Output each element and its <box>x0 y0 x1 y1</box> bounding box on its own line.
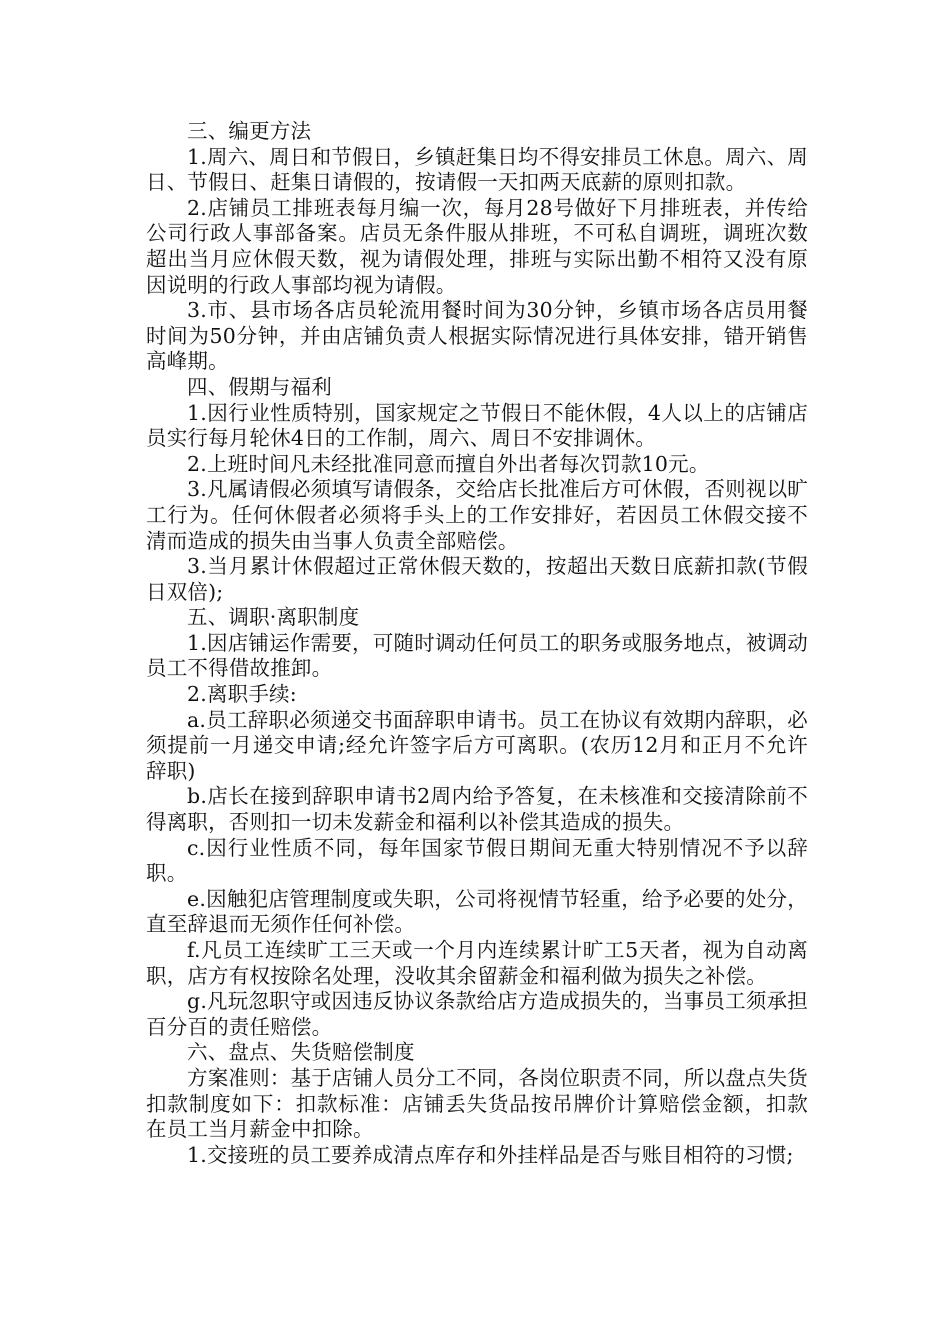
section-heading-5: 五、调职·离职制度 <box>187 605 360 630</box>
paragraph: e.因触犯店管理制度或失职，公司将视情节轻重，给予必要的处分，直至辞退而无须作任何补偿。 <box>146 886 808 937</box>
paragraph: 1.因行业性质特别，国家规定之节假日不能休假，4人以上的店铺店员实行每月轮休4日的工作制，周六、周日不安排调休。 <box>146 400 808 451</box>
section-heading-3: 三、编更方法 <box>187 119 312 143</box>
paragraph: 方案准则：基于店铺人员分工不同，各岗位职责不同，所以盘点失货扣款制度如下：扣款标准：店铺丢失货品按吊牌价计算赔偿金额，扣款在员工当月薪金中扣除。 <box>146 1065 808 1142</box>
paragraph: 1.交接班的员工要养成清点库存和外挂样品是否与账目相符的习惯; <box>187 1142 794 1167</box>
paragraph: 3.当月累计休假超过正常休假天数的，按超出天数日底薪扣款(节假日双倍); <box>146 554 808 604</box>
paragraph: 3.凡属请假必须填写请假条，交给店长批准后方可休假，否则视以旷工行为。任何休假者必须将手头上的工作安排好，若因员工休假交接不清而造成的损失由当事人负责全部赔偿。 <box>146 477 808 553</box>
paragraph: 3.市、县市场各店员轮流用餐时间为30分钟，乡镇市场各店员用餐时间为50分钟，并由店铺负责人根据实际情况进行具体安排，错开销售高峰期。 <box>146 298 808 374</box>
section-heading-6: 六、盘点、失货赔偿制度 <box>187 1040 415 1065</box>
paragraph: a.员工辞职必须递交书面辞职申请书。员工在协议有效期内辞职，必须提前一月递交申请;经允许签字后方可离职。(农历12月和正月不允许辞职) <box>146 707 808 783</box>
paragraph: c.因行业性质不同，每年国家节假日期间无重大特别情况不予以辞职。 <box>146 835 808 886</box>
section-heading-4: 四、假期与福利 <box>187 374 332 399</box>
paragraph: 1.周六、周日和节假日，乡镇赶集日均不得安排员工休息。周六、周日、节假日、赶集日请假的，按请假一天扣两天底薪的原则扣款。 <box>146 144 808 195</box>
document-body <box>146 119 808 1168</box>
paragraph: 2.上班时间凡未经批准同意而擅自外出者每次罚款10元。 <box>187 451 710 476</box>
paragraph: 2.店铺员工排班表每月编一次，每月28号做好下月排班表，并传给公司行政人事部备案。店员无条件服从排班，不可私自调班，调班次数超出当月应休假天数，视为请假处理，排班与实际出勤不相符又没有原因说明的行政人事部均视为请假。 <box>146 195 808 297</box>
paragraph: b.店长在接到辞职申请书2周内给予答复，在未核准和交接清除前不得离职，否则扣一切未发薪金和福利以补偿其造成的损失。 <box>146 784 808 835</box>
paragraph: 1.因店铺运作需要，可随时调动任何员工的职务或服务地点，被调动员工不得借故推卸。 <box>146 630 808 681</box>
paragraph: 2.离职手续: <box>187 682 297 707</box>
paragraph: f.凡员工连续旷工三天或一个月内连续累计旷工5天者，视为自动离职，店方有权按除名处理，没收其余留薪金和福利做为损失之补偿。 <box>146 938 808 988</box>
paragraph: g.凡玩忽职守或因违反协议条款给店方造成损失的，当事员工须承担百分百的责任赔偿。 <box>146 989 808 1039</box>
